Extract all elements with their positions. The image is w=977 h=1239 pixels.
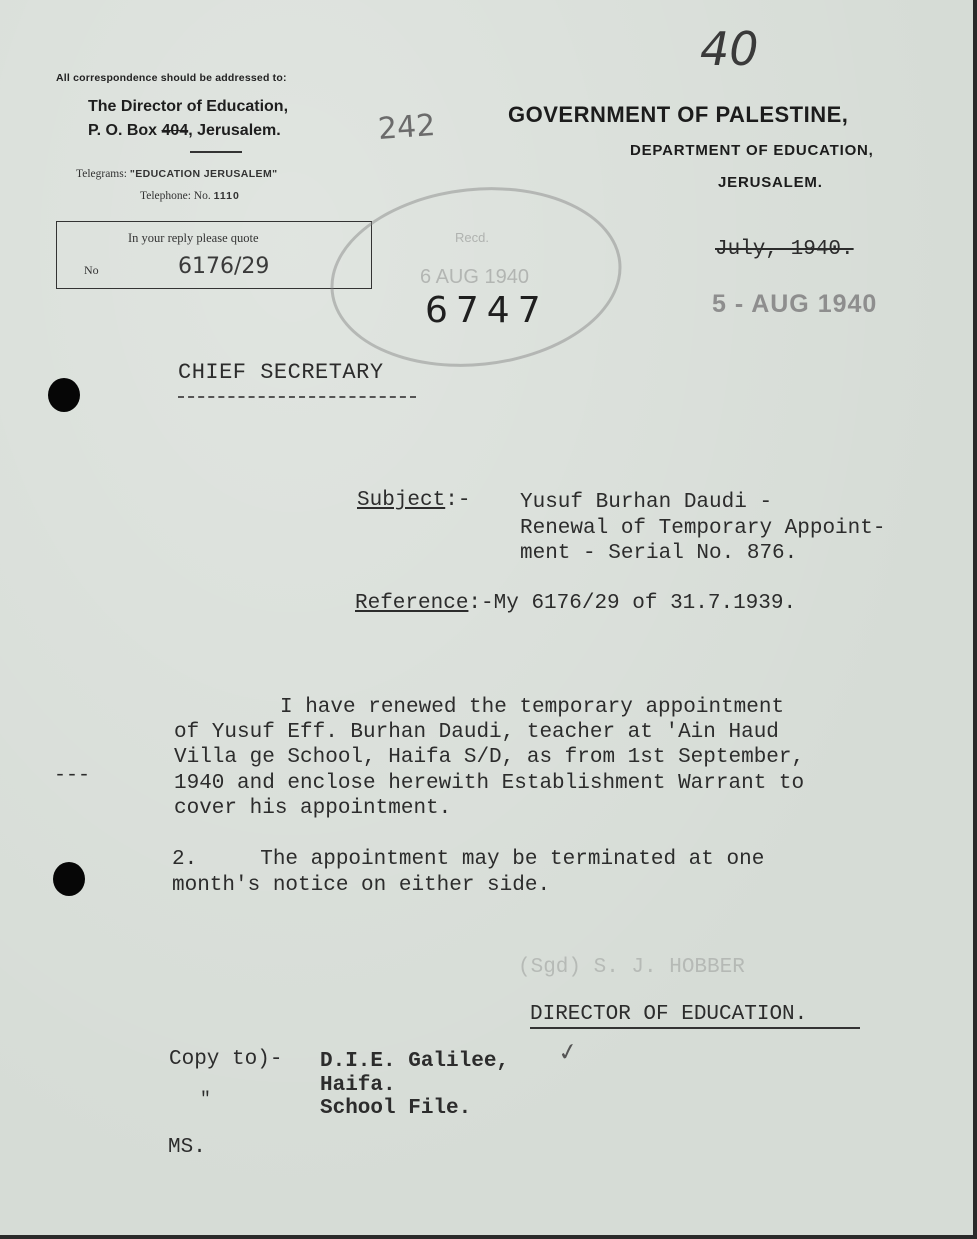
- ditto-mark: ": [200, 1090, 211, 1110]
- address-line-2: [88, 122, 281, 140]
- punch-hole-top: [48, 378, 80, 412]
- copy-recipient-1: D.I.E. Galilee,: [320, 1050, 510, 1073]
- subject-label-suffix: :-: [445, 489, 471, 512]
- telephone-value: 1110: [213, 190, 240, 202]
- file-number: 6747: [425, 290, 549, 331]
- recipient: CHIEF SECRETARY: [178, 360, 384, 385]
- telegrams-label: Telegrams:: [76, 168, 130, 180]
- subject-line-2: Renewal of Temporary Appoint-: [520, 517, 886, 540]
- punch-hole-bottom: [53, 862, 85, 896]
- subject-label: [357, 489, 470, 512]
- copy-recipient-1-city: Haifa.: [320, 1074, 396, 1097]
- body-line-5: cover his appointment.: [174, 797, 452, 820]
- paragraph-2-line-1: 2. The appointment may be terminated at one: [172, 848, 765, 871]
- date-stamp: 5 - AUG 1940: [712, 290, 878, 318]
- copy-recipient-2: School File.: [320, 1097, 472, 1120]
- address-line-1: The Director of Education,: [88, 98, 289, 115]
- telephone-line: [140, 190, 240, 202]
- correspondence-note: All correspondence should be addressed to:: [56, 72, 287, 84]
- reply-no-value: 6176/29: [178, 254, 270, 279]
- recipient-underline: [178, 396, 416, 398]
- telephone-label: Telephone: No.: [140, 190, 214, 202]
- signature-title: DIRECTOR OF EDUCATION.: [530, 1003, 808, 1026]
- reply-no-label: No: [84, 263, 99, 277]
- reference-label-suffix: :-: [468, 592, 494, 615]
- body-line-2: of Yusuf Eff. Burhan Daudi, teacher at 'Ain Haud: [174, 721, 779, 744]
- telegrams-line: [76, 168, 277, 180]
- page-number: 40: [700, 22, 759, 76]
- government-title: GOVERNMENT OF PALESTINE,: [508, 102, 849, 127]
- body-line-3: Villa ge School, Haifa S/D, as from 1st September,: [174, 746, 805, 769]
- check-mark-icon: ✓: [555, 1038, 581, 1068]
- typed-date: July, 1940.: [715, 238, 854, 261]
- city-line: JERUSALEM.: [718, 174, 823, 191]
- body-line-1: I have renewed the temporary appointment: [280, 696, 785, 719]
- received-stamp-date: 6 AUG 1940: [420, 266, 529, 288]
- signature-underline: [530, 1027, 860, 1029]
- signed-name-faint: (Sgd) S. J. HOBBER: [518, 956, 745, 979]
- margin-mark: ---: [54, 764, 91, 787]
- paragraph-2-line-2: month's notice on either side.: [172, 874, 551, 897]
- margin-handwritten-number: 242: [376, 108, 437, 147]
- typist-initials: MS.: [168, 1136, 206, 1159]
- reply-prompt: In your reply please quote: [128, 231, 259, 245]
- copy-to-label: Copy to)-: [169, 1048, 283, 1071]
- department-line: DEPARTMENT OF EDUCATION,: [630, 142, 874, 159]
- address-box-number: 404: [161, 122, 189, 139]
- received-stamp-text: Recd.: [455, 230, 489, 245]
- address-box-prefix: P. O. Box: [88, 122, 162, 139]
- address-divider: [190, 151, 242, 153]
- telegrams-value: "EDUCATION JERUSALEM": [129, 168, 278, 180]
- subject-line-3: ment - Serial No. 876.: [520, 542, 798, 565]
- reference-label: Reference: [355, 592, 469, 615]
- reference-line: [355, 592, 796, 615]
- reference-text: My 6176/29 of 31.7.1939.: [493, 592, 797, 615]
- subject-line-1: Yusuf Burhan Daudi -: [520, 491, 773, 514]
- body-line-4: 1940 and enclose herewith Establishment Warrant to: [174, 772, 805, 795]
- address-city: , Jerusalem.: [188, 122, 281, 139]
- subject-label-text: Subject: [357, 489, 446, 512]
